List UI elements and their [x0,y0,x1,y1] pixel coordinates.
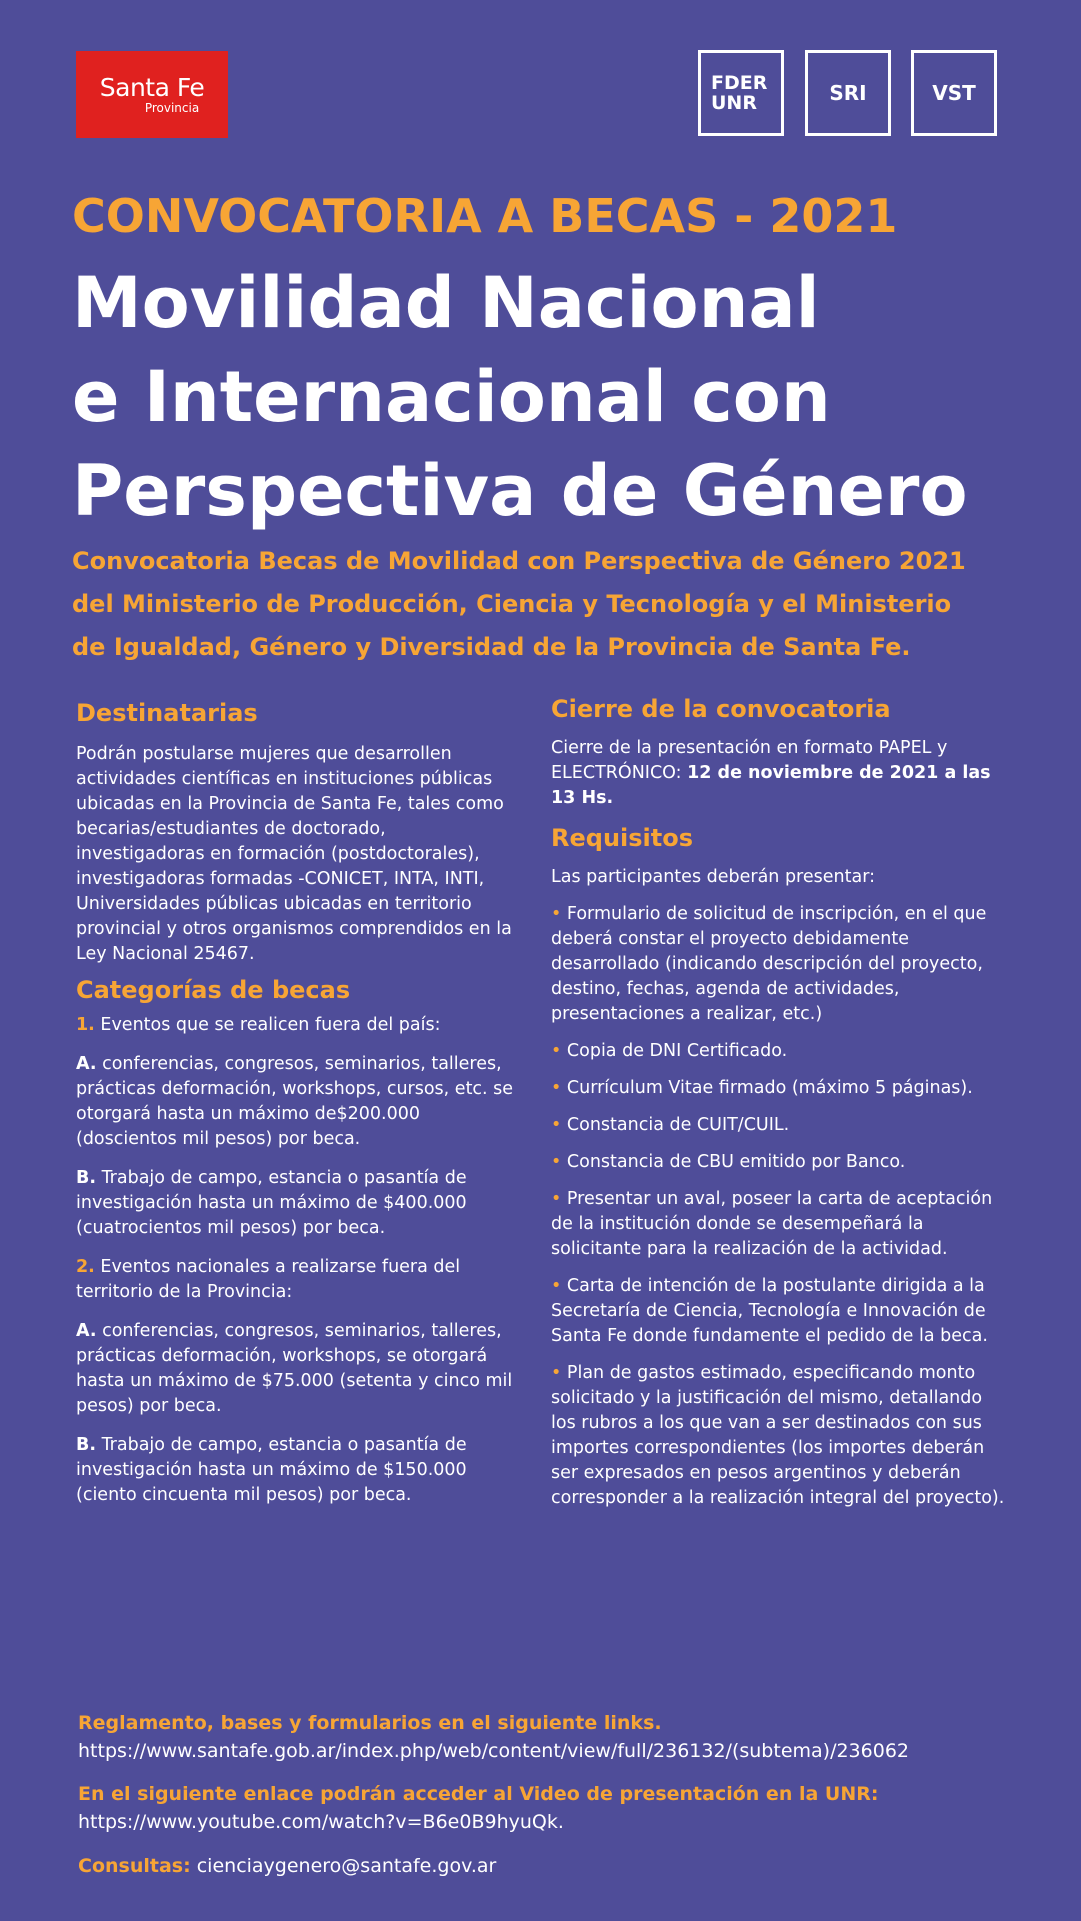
category-2a-text: conferencias, congresos, seminarios, talleres, prácticas deformación, workshops, se otorgará hasta un máximo de $75.000 (setenta y cinco mil pesos) por beca. [76,1321,513,1416]
consultas-email[interactable]: cienciaygenero@santafe.gov.ar [196,1855,497,1877]
category-1b-label: B. [76,1168,96,1188]
footer [78,1710,1058,1880]
category-1b-text: Trabajo de campo, estancia o pasantía de investigación hasta un máximo de $400.000 (cuatrocientos mil pesos) por beca. [76,1168,467,1238]
category-2-text: Eventos nacionales a realizarse fuera del territorio de la Provincia: [76,1257,461,1302]
requisito-text: Presentar un aval, poseer la carta de aceptación de la institución donde se desempeñará la solicitante para la realización de la actividad. [551,1189,993,1259]
category-1a [76,1052,516,1152]
fder-logo-line1: FDER [711,72,768,94]
left-column [76,696,516,1508]
category-2-number: 2. [76,1257,95,1277]
bullet-icon: • [551,1078,562,1098]
list-item [551,1113,1011,1138]
bullet-icon: • [551,1189,562,1209]
kicker-heading: CONVOCATORIA A BECAS - 2021 [72,189,898,243]
requisitos-heading: Requisitos [551,824,694,852]
requisito-text: Constancia de CUIT/CUIL. [566,1115,790,1135]
video-link[interactable]: https://www.youtube.com/watch?v=B6e0B9hyuQk. [78,1811,564,1833]
title-line-2: e Internacional con [72,356,831,438]
bullet-icon: • [551,904,562,924]
page-title [72,256,1052,538]
destinatarias-heading: Destinatarias [76,699,258,727]
list-item [551,1039,1011,1064]
bullet-icon: • [551,1041,562,1061]
category-1a-text: conferencias, congresos, seminarios, talleres, prácticas deformación, workshops, cursos, etc. se otorgará hasta un máximo de$200.000 (doscientos mil pesos) por beca. [76,1054,514,1149]
category-2b-text: Trabajo de campo, estancia o pasantía de investigación hasta un máximo de $150.000 (ciento cincuenta mil pesos) por beca. [76,1435,467,1505]
category-2b [76,1433,516,1508]
subtitle [72,540,1062,669]
subtitle-line-2: del Ministerio de Producción, Ciencia y Tecnología y el Ministerio [72,590,952,618]
category-1b [76,1166,516,1241]
requisito-text: Constancia de CBU emitido por Banco. [566,1152,906,1172]
category-2 [76,1255,516,1305]
bullet-icon: • [551,1152,562,1172]
list-item [551,902,1011,1027]
requisito-text: Copia de DNI Certificado. [566,1041,788,1061]
video-heading: En el siguiente enlace podrán acceder al Video de presentación en la UNR: [78,1783,879,1805]
requisito-text: Plan de gastos estimado, especificando monto solicitado y la justificación del mismo, detallando los rubros a los que van a ser destinados con sus importes correspondientes (los importes deberán ser expresados en pesos argentinos y deberán corresponder a la realización integral del proyecto). [551,1363,1005,1508]
bullet-icon: • [551,1115,562,1135]
consultas-label: Consultas: [78,1855,191,1877]
category-1a-label: A. [76,1054,97,1074]
requisito-text: Carta de intención de la postulante dirigida a la Secretaría de Ciencia, Tecnología e Innovación de Santa Fe donde fundamente el pedido de la beca. [551,1276,988,1346]
right-column [551,692,1011,1511]
bullet-icon: • [551,1363,562,1383]
subtitle-line-3: de Igualdad, Género y Diversidad de la Provincia de Santa Fe. [72,633,911,661]
fder-unr-logo [698,50,784,136]
vst-logo [911,50,997,136]
consultas-line [78,1852,1058,1880]
list-item [551,1076,1011,1101]
category-2a [76,1319,516,1419]
requisitos-intro: Las participantes deberán presentar: [551,867,875,887]
sri-logo [805,50,891,136]
santa-fe-logo-name: Santa Fe [99,72,205,102]
subtitle-line-1: Convocatoria Becas de Movilidad con Perspectiva de Género 2021 [72,547,966,575]
requisito-text: Currículum Vitae firmado (máximo 5 páginas). [566,1078,973,1098]
category-2b-label: B. [76,1435,96,1455]
category-1-text: Eventos que se realicen fuera del país: [94,1015,441,1035]
category-2a-label: A. [76,1321,97,1341]
category-1-number: 1. [76,1015,95,1035]
sri-logo-text: SRI [829,81,867,105]
cierre-text [551,736,1011,811]
bullet-icon: • [551,1276,562,1296]
cierre-date: 12 de noviembre de 2021 a las 13 Hs. [551,763,991,808]
cierre-description: Cierre de la presentación en formato PAPEL y ELECTRÓNICO: [551,738,948,783]
requisito-text: Formulario de solicitud de inscripción, en el que deberá constar el proyecto debidamente desarrollado (indicando descripción del proyecto, destino, fechas, agenda de actividades, presentaciones a realizar, etc.) [551,904,987,1024]
category-1 [76,1013,516,1038]
title-line-3: Perspectiva de Género [72,450,968,532]
fder-logo-line2: UNR [711,92,757,114]
vst-logo-text: VST [932,81,976,105]
destinatarias-text: Podrán postularse mujeres que desarrollen actividades científicas en instituciones públicas ubicadas en la Provincia de Santa Fe, tales como becarias/estudiantes de doctorado, investigadoras en formación (postdoctorales), investigadoras formadas -CONICET, INTA, INTI, Universidades públicas ubicadas en territorio provincial y otros organismos comprendidos en la Ley Nacional 25467. [76,744,512,964]
santa-fe-logo-province: Provincia [144,100,200,115]
santa-fe-logo [76,51,228,138]
list-item [551,1361,1011,1511]
list-item [551,1187,1011,1262]
list-item [551,1274,1011,1349]
title-line-1: Movilidad Nacional [72,262,820,344]
list-item [551,1150,1011,1175]
reglamento-link[interactable]: https://www.santafe.gob.ar/index.php/web/content/view/full/236132/(subtema)/236062 [78,1740,909,1762]
categorias-heading: Categorías de becas [76,976,351,1004]
links-heading: Reglamento, bases y formularios en el siguiente links. [78,1712,662,1734]
cierre-heading: Cierre de la convocatoria [551,695,891,723]
